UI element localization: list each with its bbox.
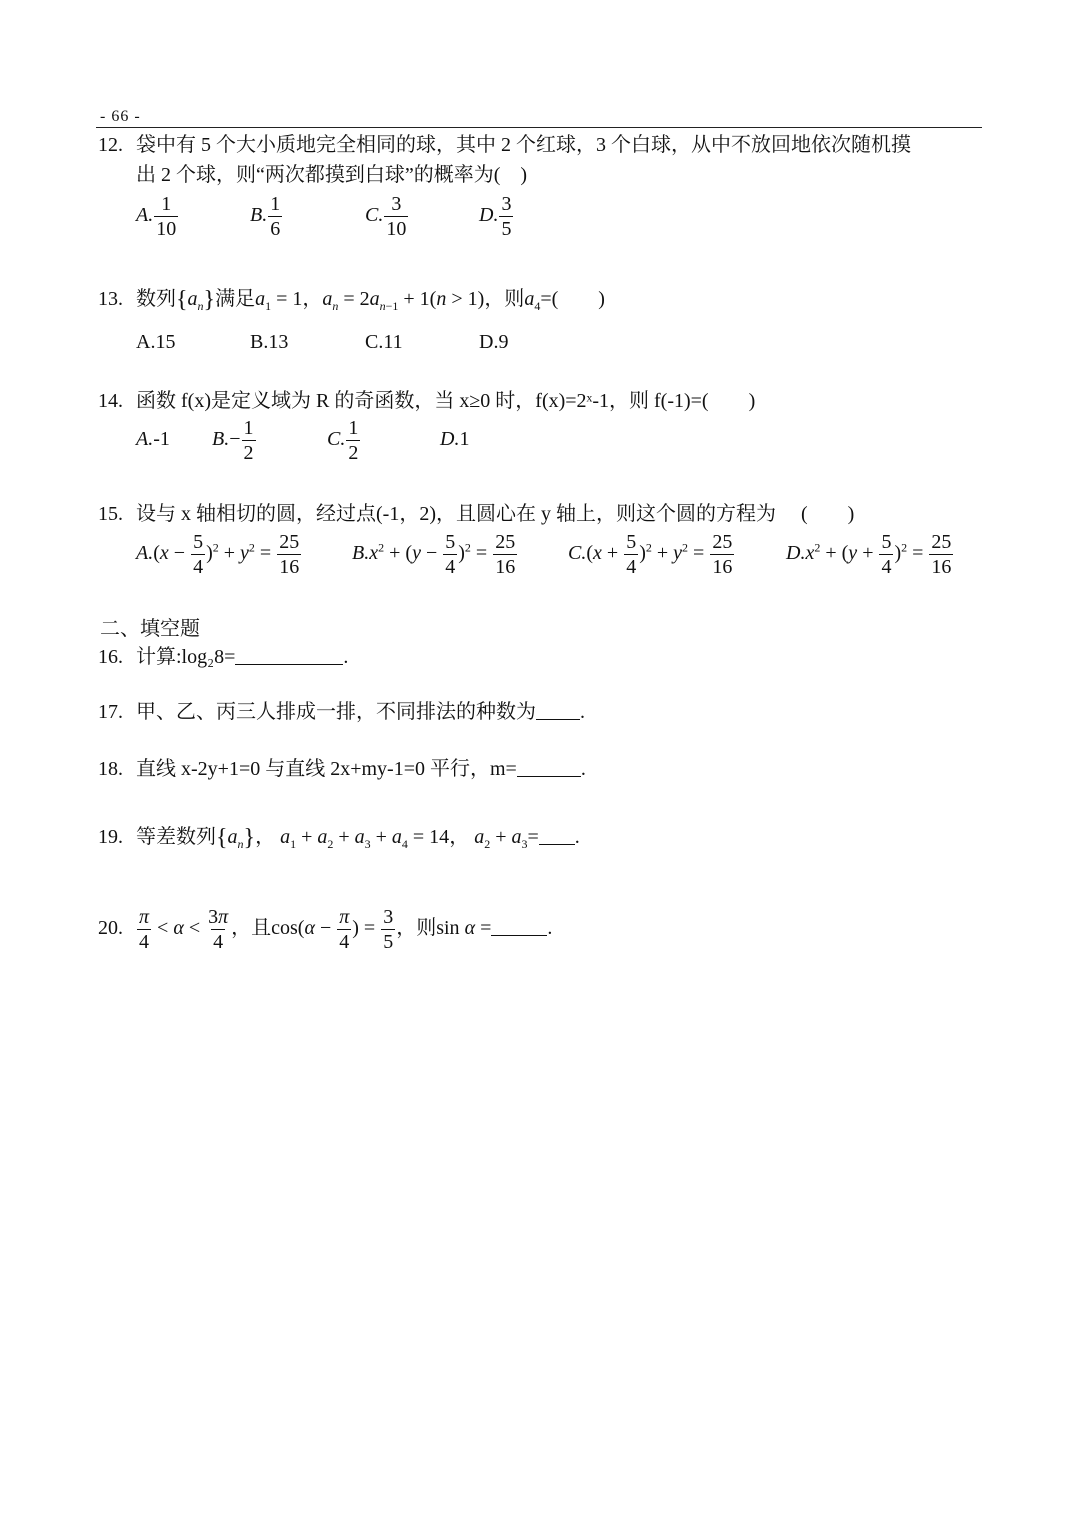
question-number: 20. — [98, 917, 123, 940]
question-19: 19. 等差数列$\{a_n\}$， $a_1 + a_2 + a_3 + a_4 = 14$， $a_2 + a_3=$ . — [98, 822, 580, 853]
question-number: 14. — [98, 390, 123, 412]
question-text: 袋中有 5 个大小质地完全相同的球，其中 2 个红球，3 个白球，从中不放回地依次随机摸 — [136, 134, 911, 156]
option-b: B.− $\frac{1}{2}$ — [212, 417, 254, 464]
question-number: 18. — [98, 758, 123, 780]
question-12 — [98, 130, 911, 190]
question-number: 16. — [98, 646, 123, 668]
question-text-line2: 出 2 个球，则“两次都摸到白球”的概率为( ) — [136, 164, 528, 186]
question-text: 甲、乙、丙三人排成一排，不同排法的种数为 — [136, 701, 536, 723]
answer-blank[interactable] — [517, 754, 581, 777]
question-text: ，且 — [231, 917, 272, 940]
page-number: - 66 - — [100, 108, 141, 125]
option-c: C.(x + $\frac{5}{4}$ )$^2 + y^2$ = $\frac{25}{16}$ — [568, 531, 733, 578]
option-b: B.13 — [250, 331, 289, 353]
option-c: C. $\frac{1}{2}$ — [327, 417, 359, 464]
option-c: C.11 — [365, 331, 403, 353]
question-text: 等差数列 — [136, 826, 216, 848]
option-a: A.-1 — [136, 428, 170, 450]
question-number: 12. — [98, 134, 123, 156]
question-text: =( ) — [540, 288, 605, 310]
option-d: D. $\frac{3}{5}$ — [479, 193, 512, 240]
answer-blank[interactable] — [539, 822, 575, 845]
option-b: $B.x^2 + (y$ − $\frac{5}{4}$ )$^2$ = $\frac{25}{16}$ — [352, 531, 516, 578]
question-text: 函数 f(x)是定义域为 R 的奇函数，当 x≥0 时，f(x)=2ˣ-1，则 f(-1)=( ) — [136, 390, 756, 412]
question-17: 17. 甲、乙、丙三人排成一排，不同排法的种数为 . — [98, 697, 585, 727]
answer-blank[interactable] — [491, 913, 547, 936]
question-text: 直线 x-2y+1=0 与直线 2x+my-1=0 平行，m= — [136, 758, 517, 780]
question-15 — [98, 499, 854, 529]
option-c: C. $\frac{3}{10}$ — [365, 193, 407, 240]
question-text: 计算:log₂8= — [136, 646, 236, 668]
header-rule — [96, 127, 982, 128]
answer-blank[interactable] — [235, 642, 343, 665]
question-18: 18. 直线 x-2y+1=0 与直线 2x+my-1=0 平行，m= . — [98, 754, 586, 784]
question-number: 13. — [98, 288, 123, 310]
option-a: A.15 — [136, 331, 176, 353]
question-20: 20. $\frac{\pi}{4}$ < α < $\frac{3\pi}{4}$ ，且cos(α − $\frac{\pi}{4}$ ) = $\frac{3}{5}$ ，则sin α = . — [98, 906, 553, 953]
question-text: 设与 x 轴相切的圆，经过点(-1，2)，且圆心在 y 轴上，则这个圆的方程为 ( ) — [136, 503, 855, 525]
option-d: D.1 — [440, 428, 470, 450]
question-text: 数列 — [136, 288, 176, 310]
option-d: $D.x^2 + (y$ + $\frac{5}{4}$ )$^2$ = $\frac{25}{16}$ — [786, 531, 952, 578]
question-14 — [98, 386, 755, 416]
option-b: B. $\frac{1}{6}$ — [250, 193, 281, 240]
question-text: ，则 — [484, 288, 525, 310]
option-d: D.9 — [479, 331, 509, 353]
question-13: 13. 数列$\{a_n\}$满足$a_1 = 1$，$a_n = 2a_{n-1} + 1(n > 1)$，则$a_4=$( ) — [98, 284, 605, 315]
question-number: 15. — [98, 503, 123, 525]
section-title: 二、填空题 — [100, 618, 200, 640]
question-number: 19. — [98, 826, 123, 848]
option-a: A.(x − $\frac{5}{4}$ )$^2 + y^2$ = $\frac{25}{16}$ — [136, 531, 300, 578]
option-a: A. $\frac{1}{10}$ — [136, 193, 177, 240]
answer-blank[interactable] — [536, 697, 580, 720]
question-number: 17. — [98, 701, 123, 723]
question-text: 满足 — [215, 288, 256, 310]
question-16: 16. 计算:log₂8= . — [98, 642, 348, 672]
